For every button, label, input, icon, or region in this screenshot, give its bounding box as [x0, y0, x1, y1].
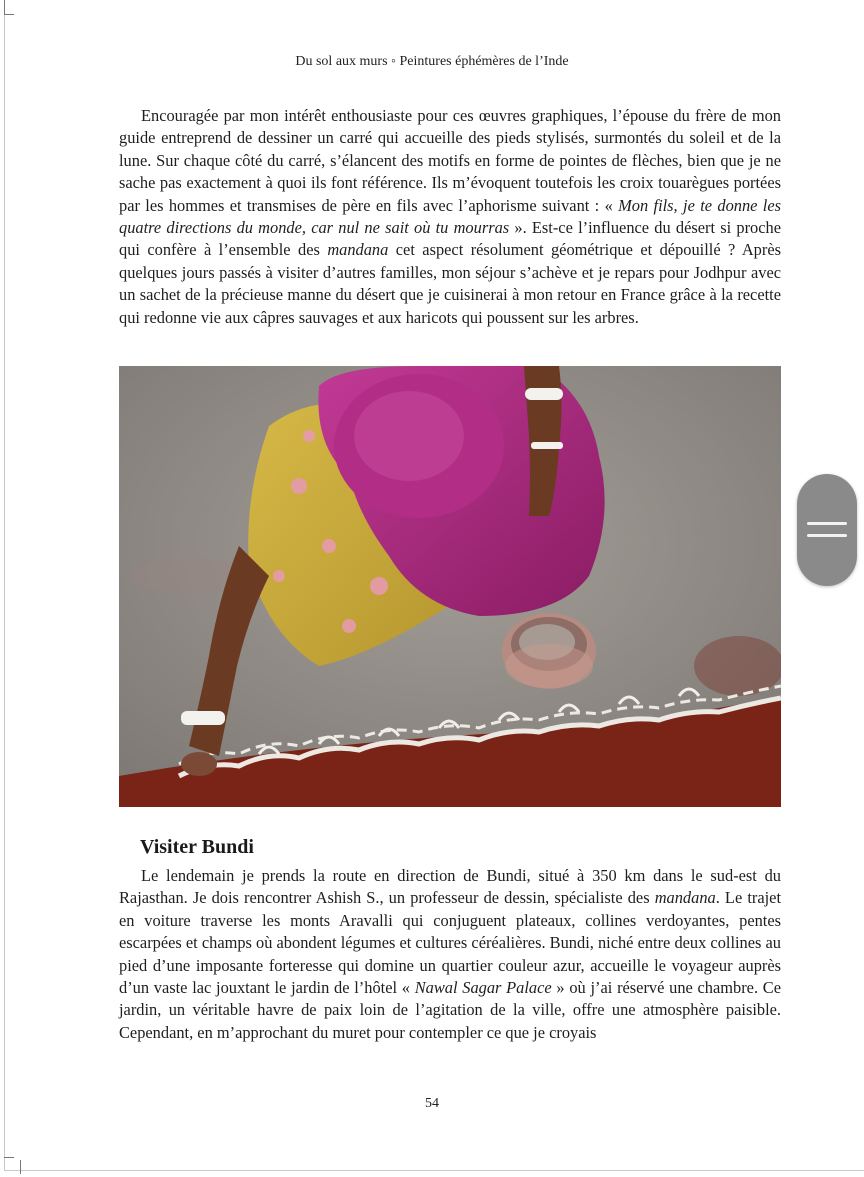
crop-mark-top-left-h [4, 14, 14, 15]
photo-woman-drawing-mandana [119, 366, 781, 807]
page-number: 54 [425, 1096, 439, 1111]
text-run: Le lendemain je prends la route en direction de Bundi, situé à 350 km dans le sud-est du Rajasthan. Je dois rencontrer Ashish S., un professeur de dessin, spécialiste des [119, 866, 781, 908]
italic-run: mandana [654, 888, 716, 908]
text-run: ». Est-ce l’influence du désert si proche qui confère à l’ensemble des [119, 218, 781, 260]
crop-mark-bottom-left [4, 1157, 14, 1158]
paragraph-1 [119, 105, 781, 329]
italic-run: Mon fils, je te donne les quatre directions du monde, car nul ne sait où tu mourras [119, 195, 781, 238]
text-run: Encouragée par mon intérêt enthousiaste pour ces œuvres graphiques, l’épouse du frère de mon guide entreprend de dessiner un carré qui accueille des pieds stylisés, surmontés du soleil et de la lune. Sur chaque côté du carré, s’élancent des motifs en forme de pointes de flèches, bien que je ne sache pas exactement à quoi ils font référence. Ils m’évoquent toutefois les croix touarègues portées par les hommes et transmises de père en fils avec l’aphorisme suivant : « [119, 106, 781, 215]
crop-mark-top-left [4, 0, 5, 14]
text-run: . Le trajet en voiture traverse les monts Aravalli qui conjuguent plateaux, collines verdoyantes, pentes escarpées et champs où abondent légumes et cultures céréalières. Bundi, niché entre deux collines au pied d’une imposante forteresse qui domine un quartier couleur azur, accueille le voyageur auprès d’un vaste lac jouxtant le jardin de l’hôtel « [119, 888, 782, 998]
paragraph-2 [119, 865, 781, 1044]
crop-mark-bottom-left-v [20, 1160, 21, 1174]
paragraph-2-text [119, 865, 781, 1044]
text-run: » où j’ai réservé une chambre. Ce jardin, un véritable havre de paix loin de l’agitation de la ville, offre une atmosphère paisible. Cependant, en m’approchant du muret pour contempler ce que je croyais [119, 978, 782, 1042]
paragraph-1-text [119, 105, 781, 329]
section-heading: Visiter Bundi [140, 836, 254, 858]
italic-run: Nawal Sagar Palace [414, 978, 552, 998]
page-left-edge [4, 0, 5, 1170]
text-run: cet aspect résolument géométrique et dépouillé ? Après quelques jours passés à visiter d’autres familles, mon séjour s’achève et je repars pour Jodhpur avec un sachet de la précieuse manne du désert que je cuisinerai à mon retour en France grâce à la recette qui redonne vie aux câpres sauvages et aux haricots qui poussent sur les arbres. [119, 240, 781, 327]
page-bottom-edge [4, 1170, 864, 1171]
running-header: Du sol aux murs ◦ Peintures éphémères de l’Inde [295, 54, 569, 69]
italic-run: mandana [327, 240, 389, 260]
scroll-handle[interactable] [797, 474, 857, 586]
